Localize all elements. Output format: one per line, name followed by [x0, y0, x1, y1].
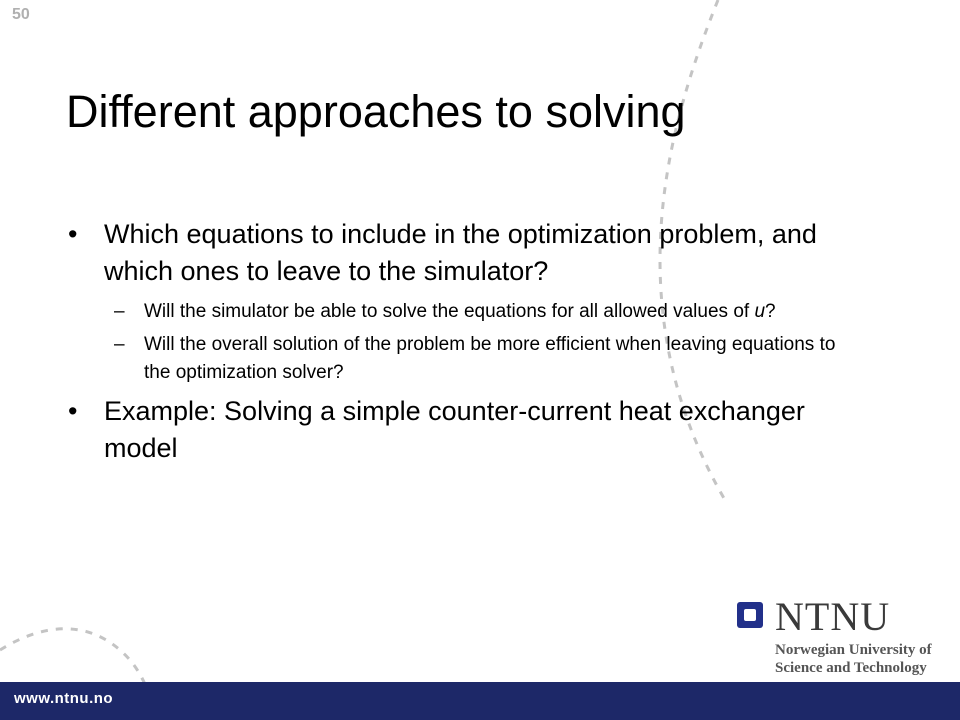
bullet-mark: •: [68, 219, 78, 249]
slide-title: Different approaches to solving: [66, 86, 686, 137]
logo-subtitle: [775, 641, 932, 677]
bullet-item: [66, 216, 856, 290]
sub-bullet-mark: –: [114, 334, 125, 355]
sub-bullet-text: Will the simulator be able to solve the equations for all allowed values of u?: [144, 301, 776, 322]
footer-url: www.ntnu.no: [14, 690, 114, 707]
logo-subtitle-line: Norwegian University of: [775, 642, 932, 658]
ntnu-square-logo-icon: [737, 602, 763, 628]
bullet-text: Example: Solving a simple counter-current heat exchanger model: [104, 396, 805, 463]
sub-bullet-item: [66, 331, 856, 387]
logo-name: NTNU: [775, 594, 891, 639]
logo-subtitle-line: Science and Technology: [775, 660, 927, 676]
slide-number: 50: [12, 6, 30, 23]
footer-bar: [0, 682, 960, 720]
bullet-mark: •: [68, 396, 78, 426]
bullet-text: Which equations to include in the optimization problem, and which ones to leave to the simulator?: [104, 219, 817, 286]
sub-bullet-text: Will the overall solution of the problem be more efficient when leaving equations to the optimization solver?: [144, 334, 836, 383]
sub-bullet-mark: –: [114, 301, 125, 322]
sub-bullet-item: [66, 298, 856, 326]
slide-content: [66, 216, 856, 475]
italic-variable: u: [754, 301, 766, 322]
bullet-item: [66, 393, 856, 467]
